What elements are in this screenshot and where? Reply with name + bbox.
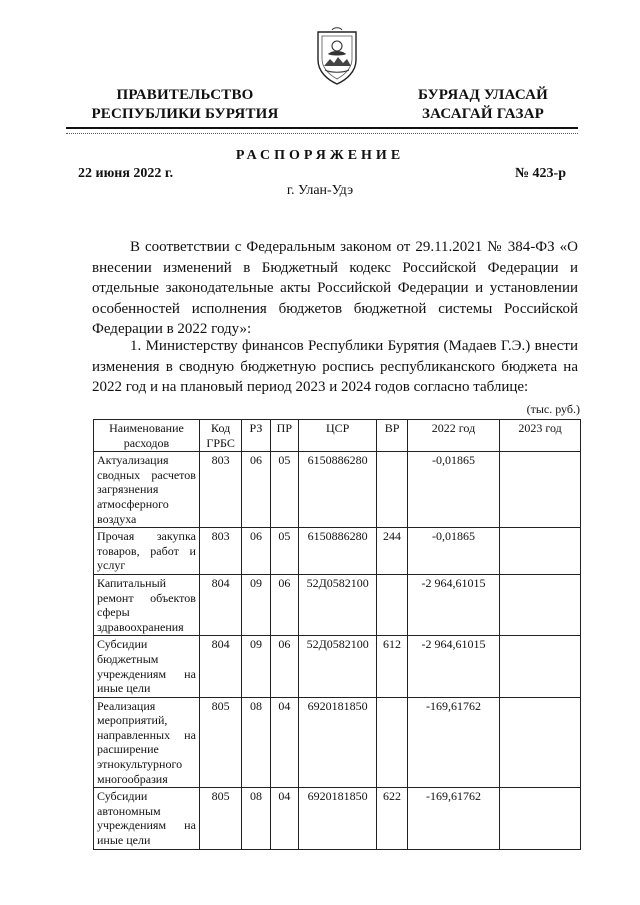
document-number: № 423-р [514,166,566,181]
table-row [94,528,581,575]
cell-rz: 08 [242,697,270,788]
cell-2022: -169,61762 [407,788,499,849]
cell-vr: 244 [377,528,408,575]
cell-pr: 04 [270,697,298,788]
table-row [94,788,581,849]
cell-name: Прочая закупка товаров, работ и услуг [94,528,200,575]
cell-name: Субсидии бюджетным учреждениям на иные цели [94,636,200,697]
header-name: Наименование расходов [94,420,200,452]
cell-csr: 6150886280 [299,452,377,528]
cell-2023 [500,636,581,697]
header-left-line1: ПРАВИТЕЛЬСТВО [116,87,254,103]
header-right-line2: ЗАСАГАЙ ГАЗАР [422,106,544,122]
government-name-russian [80,86,290,124]
cell-pr: 04 [270,788,298,849]
cell-rz: 09 [242,574,270,635]
table-units: (тыс. руб.) [526,402,580,416]
cell-2022: -2 964,61015 [407,574,499,635]
cell-grbs: 804 [199,574,241,635]
cell-2023 [500,697,581,788]
document-date: 22 июня 2022 г. [78,166,174,181]
cell-grbs: 804 [199,636,241,697]
cell-name: Капитальный ремонт объектов сферы здравоохранения [94,574,200,635]
cell-vr [377,452,408,528]
cell-csr: 6920181850 [299,697,377,788]
header-right-line1: БУРЯАД УЛАСАЙ [417,87,549,103]
table-header-row [94,420,581,452]
coat-of-arms-icon [314,26,360,86]
preamble-paragraph: В соответствии с Федеральным законом от 29.11.2021 № 384-ФЗ «О внесении изменений в Бюджетный кодекс Российской Федерации и отдельные законодательные акты Российской Федерации и установлении особенностей исполнения бюджетов бюджетной системы Российской Федерации в 2022 году»: [92,239,578,337]
header-rz: РЗ [242,420,270,452]
table-row [94,697,581,788]
cell-rz: 06 [242,452,270,528]
cell-2022: -0,01865 [407,452,499,528]
cell-pr: 05 [270,528,298,575]
table-row [94,452,581,528]
header-left-line2: РЕСПУБЛИКИ БУРЯТИЯ [91,106,279,122]
cell-csr: 52Д0582100 [299,574,377,635]
cell-grbs: 805 [199,788,241,849]
cell-2022: -0,01865 [407,528,499,575]
cell-2023 [500,452,581,528]
cell-csr: 52Д0582100 [299,636,377,697]
cell-grbs: 805 [199,697,241,788]
document-title: РАСПОРЯЖЕНИЕ [235,148,405,163]
cell-vr [377,697,408,788]
budget-table [93,419,581,850]
table-row [94,636,581,697]
cell-vr: 622 [377,788,408,849]
document-city: г. Улан-Удэ [286,183,354,198]
cell-2023 [500,574,581,635]
cell-name: Реализация мероприятий, направленных на расширение этнокультурного многообразия [94,697,200,788]
cell-grbs: 803 [199,452,241,528]
header-2022: 2022 год [407,420,499,452]
instruction-paragraph: 1. Министерству финансов Республики Бурятия (Мадаев Г.Э.) внести изменения в сводную бюджетную роспись республиканского бюджета на 2022 год и на плановый период 2023 и 2024 годов согласно таблице: [92,338,578,395]
cell-name: Субсидии автономным учреждениям на иные цели [94,788,200,849]
cell-rz: 09 [242,636,270,697]
cell-rz: 06 [242,528,270,575]
cell-csr: 6150886280 [299,528,377,575]
cell-pr: 06 [270,574,298,635]
cell-pr: 06 [270,636,298,697]
government-name-buryat [398,86,568,124]
cell-pr: 05 [270,452,298,528]
header-pr: ПР [270,420,298,452]
cell-name: Актуализация сводных расчетов загрязнения атмосферного воздуха [94,452,200,528]
header-vr: ВР [377,420,408,452]
header-divider [66,127,578,129]
cell-2023 [500,788,581,849]
cell-vr: 612 [377,636,408,697]
header-dotted-divider [66,133,578,134]
cell-2022: -169,61762 [407,697,499,788]
header-2023: 2023 год [500,420,581,452]
cell-csr: 6920181850 [299,788,377,849]
header-csr: ЦСР [299,420,377,452]
cell-rz: 08 [242,788,270,849]
header-grbs: Код ГРБС [199,420,241,452]
cell-grbs: 803 [199,528,241,575]
cell-vr [377,574,408,635]
table-row [94,574,581,635]
cell-2022: -2 964,61015 [407,636,499,697]
cell-2023 [500,528,581,575]
